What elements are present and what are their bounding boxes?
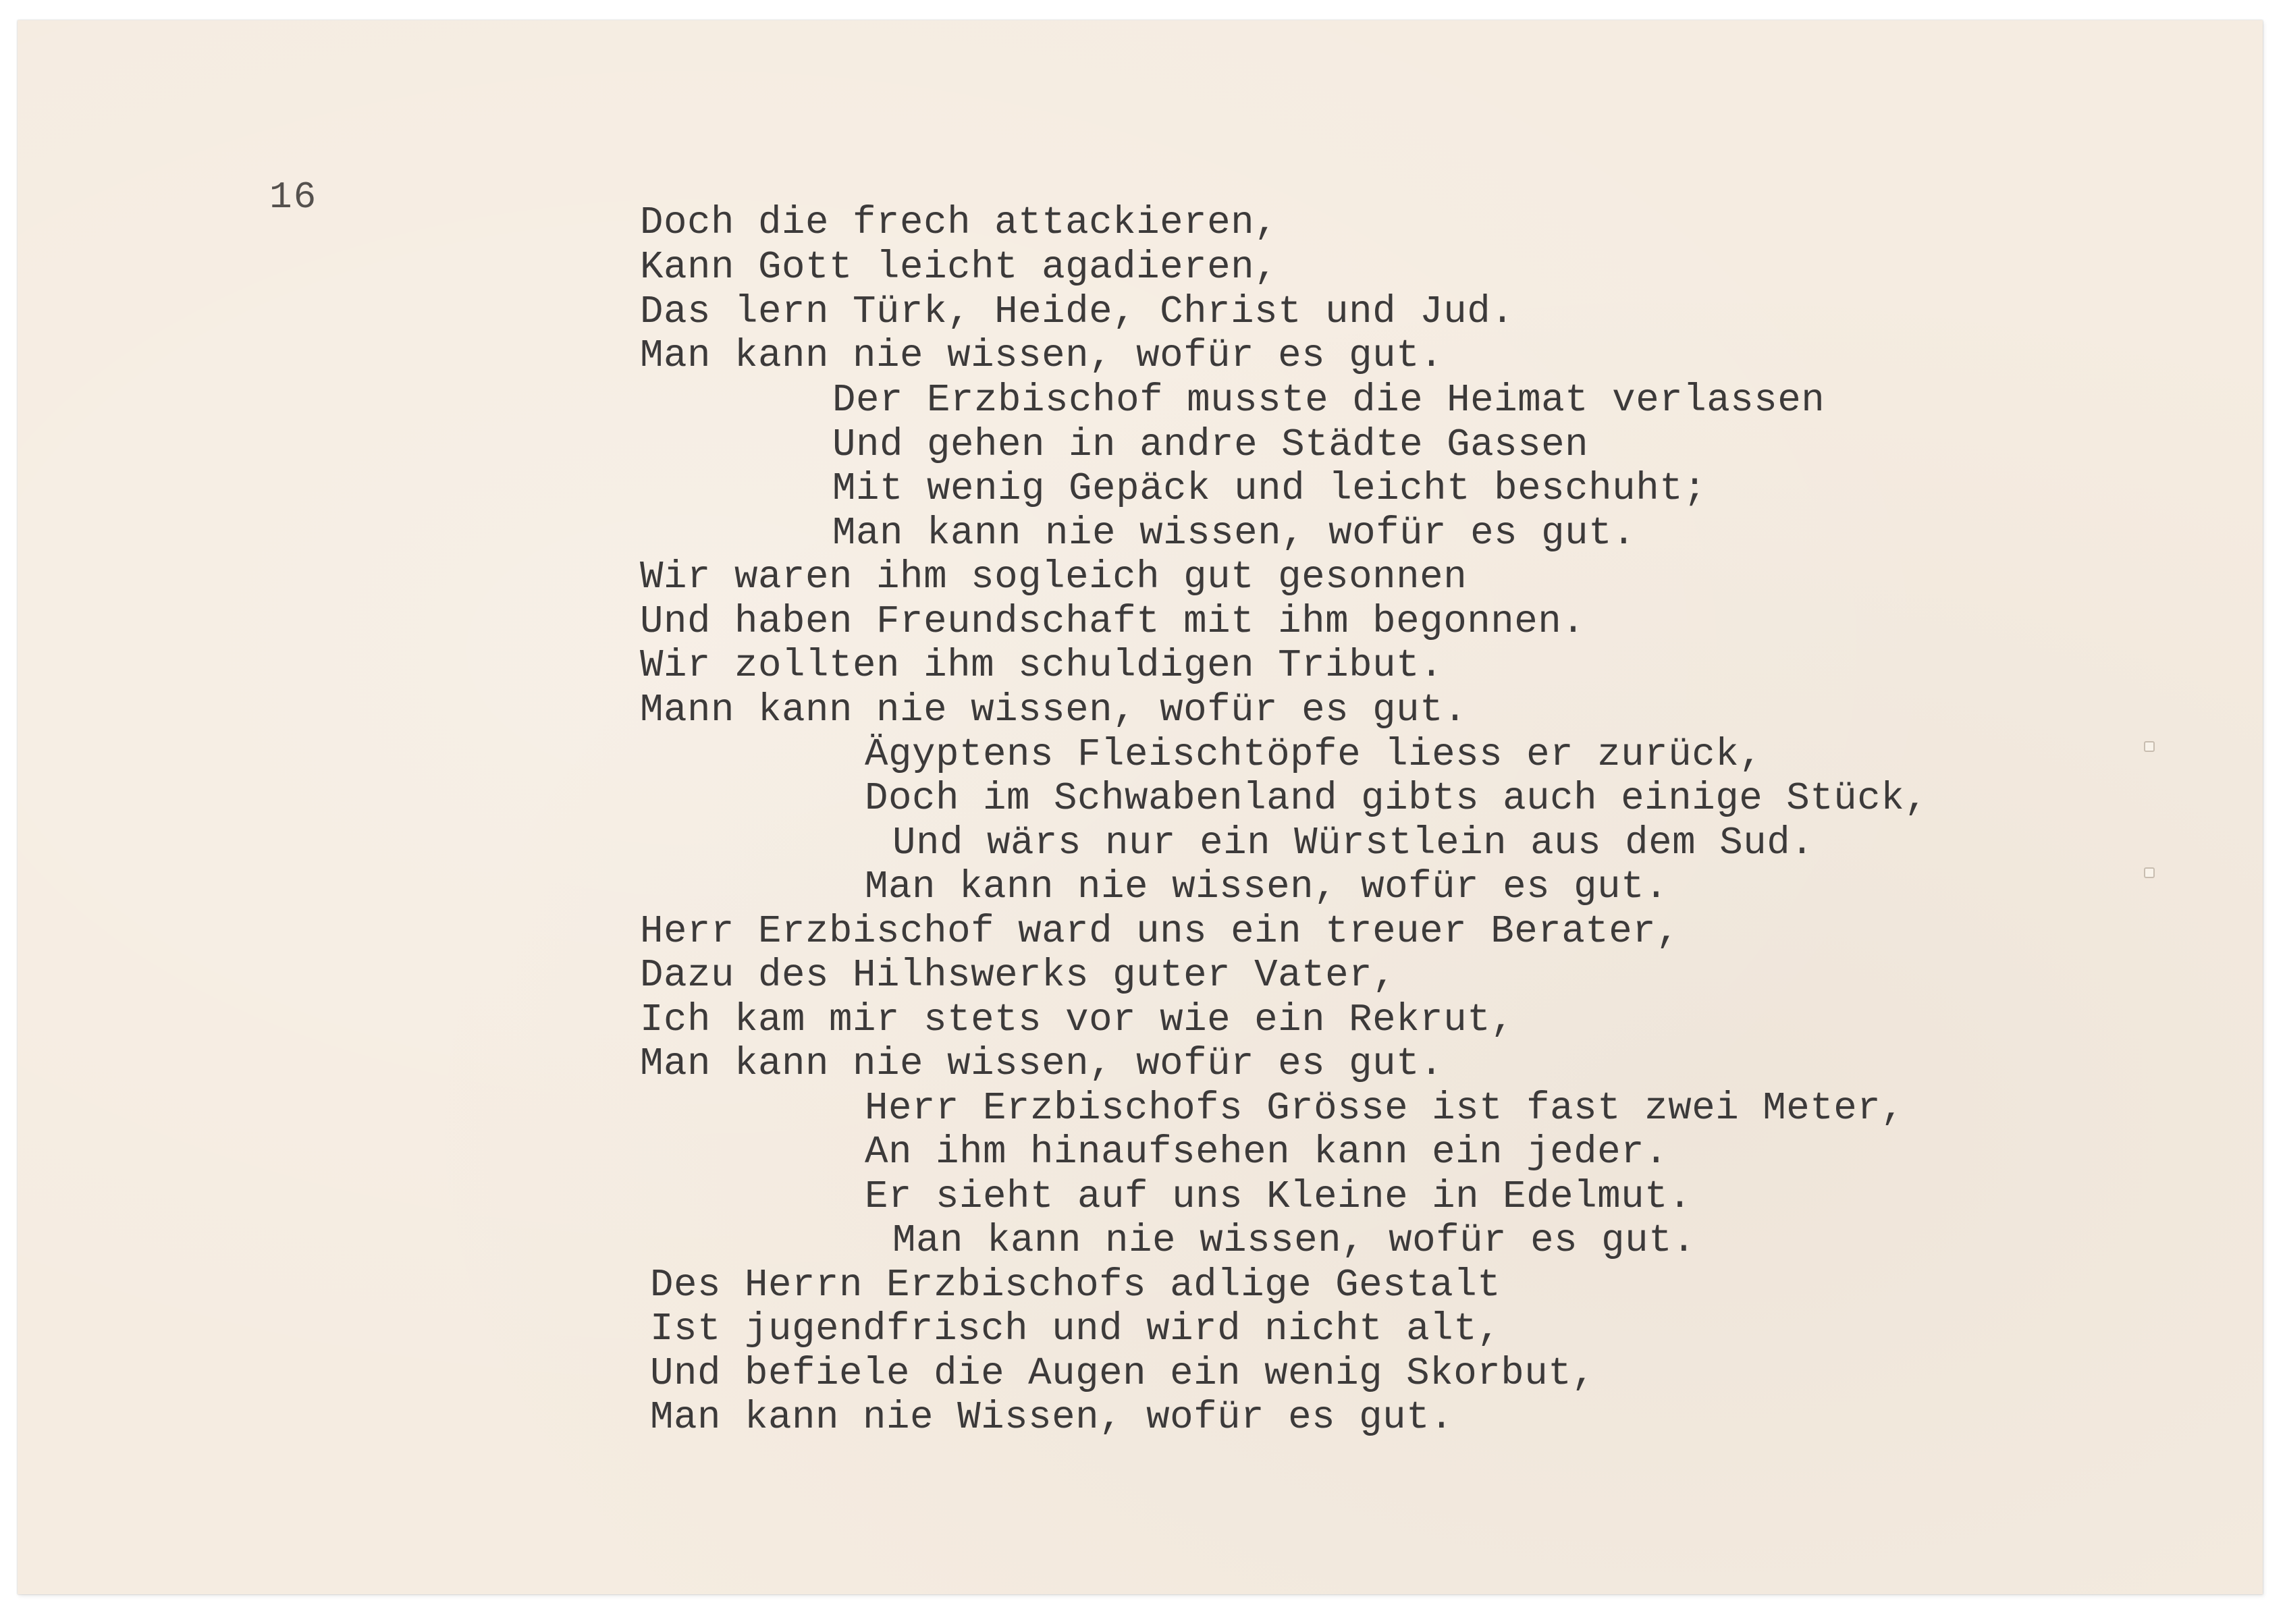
poem-line: Man kann nie wissen, wofür es gut. — [892, 1219, 1696, 1263]
poem-text — [18, 20, 2263, 1594]
poem-line: An ihm hinaufsehen kann ein jeder. — [865, 1131, 1669, 1174]
poem-line: Und gehen in andre Städte Gassen — [832, 423, 1589, 467]
poem-line: Herr Erzbischof ward uns ein treuer Berater, — [640, 910, 1680, 954]
poem-line: Man kann nie wissen, wofür es gut. — [832, 512, 1636, 556]
poem-line: Ägyptens Fleischtöpfe liess er zurück, — [865, 733, 1763, 777]
poem-line: Und befiele die Augen ein wenig Skorbut, — [650, 1352, 1596, 1396]
poem-line: Und wärs nur ein Würstlein aus dem Sud. — [892, 821, 1814, 865]
poem-line: Der Erzbischof musste die Heimat verlassen — [832, 379, 1825, 423]
poem-line: Wir zollten ihm schuldigen Tribut. — [640, 644, 1444, 688]
poem-line: Mann kann nie wissen, wofür es gut. — [640, 688, 1468, 732]
page-number: 16 — [269, 175, 318, 219]
paper-sheet — [18, 20, 2263, 1594]
poem-line: Kann Gott leicht agadieren, — [640, 246, 1279, 290]
poem-line: Dazu des Hilhswerks guter Vater, — [640, 954, 1397, 998]
poem-line: Man kann nie wissen, wofür es gut. — [640, 334, 1444, 378]
poem-line: Man kann nie wissen, wofür es gut. — [640, 1042, 1444, 1086]
poem-line: Das lern Türk, Heide, Christ und Jud. — [640, 290, 1515, 334]
poem-line: Mit wenig Gepäck und leicht beschuht; — [832, 467, 1707, 511]
poem-line: Er sieht auf uns Kleine in Edelmut. — [865, 1175, 1692, 1219]
poem-line: Ist jugendfrisch und wird nicht alt, — [650, 1307, 1501, 1351]
poem-line: Des Herrn Erzbischofs adlige Gestalt — [650, 1264, 1501, 1307]
poem-line: Doch im Schwabenland gibts auch einige Stück, — [865, 777, 1929, 821]
poem-line: Wir waren ihm sogleich gut gesonnen — [640, 556, 1468, 599]
poem-line: Man kann nie wissen, wofür es gut. — [865, 865, 1669, 909]
poem-line: Ich kam mir stets vor wie ein Rekrut, — [640, 998, 1515, 1042]
poem-line: Doch die frech attackieren, — [640, 201, 1279, 245]
poem-line: Und haben Freundschaft mit ihm begonnen. — [640, 600, 1586, 644]
punch-mark — [2144, 867, 2155, 878]
poem-line: Herr Erzbischofs Grösse ist fast zwei Meter, — [865, 1087, 1905, 1131]
punch-mark — [2144, 741, 2155, 752]
poem-line: Man kann nie Wissen, wofür es gut. — [650, 1396, 1454, 1440]
